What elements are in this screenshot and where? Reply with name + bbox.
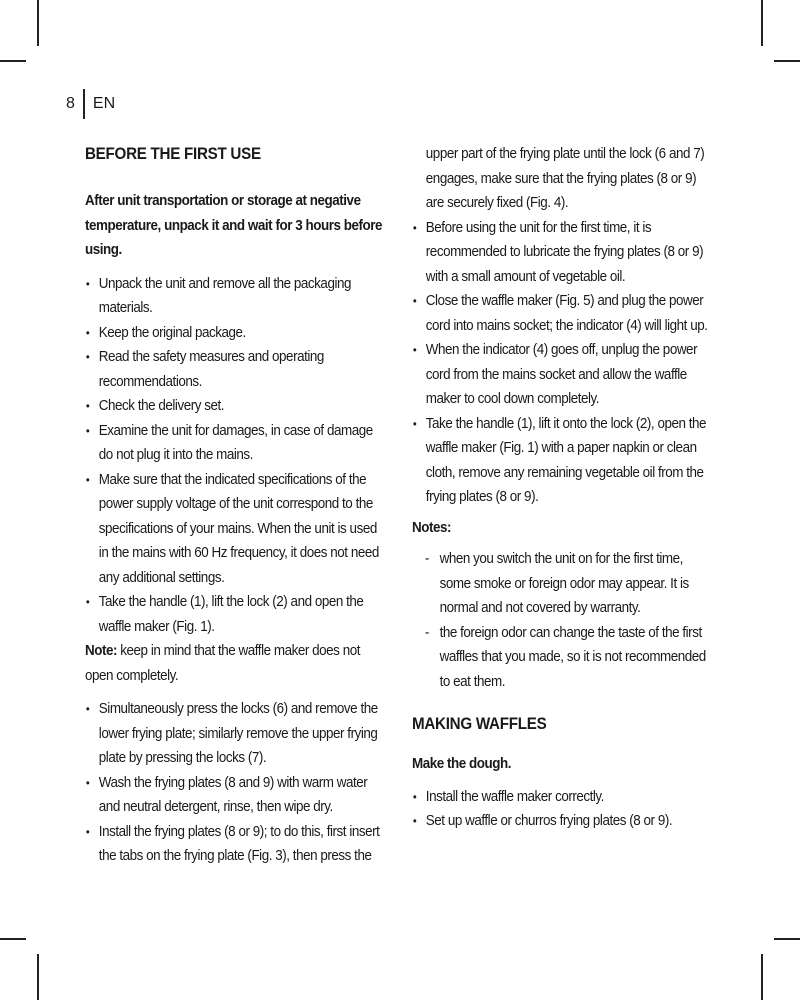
crop-mark-top-left-horizontal bbox=[0, 60, 26, 62]
note-label: Note: bbox=[85, 643, 118, 659]
list-item: • Unpack the unit and remove all the packaging materials. bbox=[85, 272, 389, 321]
list-item: • Simultaneously press the locks (6) and remove the lower frying plate; similarly remove the upper frying plate by pressing the locks (7). bbox=[85, 697, 389, 771]
crop-mark-top-right bbox=[761, 0, 763, 46]
list-item: • Keep the original package. bbox=[85, 321, 389, 346]
crop-mark-bottom-left-horizontal bbox=[0, 938, 26, 940]
list-item: • Wash the frying plates (8 and 9) with warm water and neutral detergent, rinse, then wipe dry. bbox=[85, 771, 389, 820]
list-item: • Read the safety measures and operating recommendations. bbox=[85, 345, 389, 394]
page-number: 8 bbox=[66, 95, 75, 112]
list-item: • Install the frying plates (8 or 9); to do this, first insert the tabs on the frying plate (Fig. 3), then press the bbox=[85, 820, 389, 869]
crop-mark-bottom-right bbox=[761, 954, 763, 1000]
header-divider bbox=[83, 89, 85, 119]
list-item: • Check the delivery set. bbox=[85, 394, 389, 419]
crop-mark-top-right-horizontal bbox=[774, 60, 800, 62]
notes-label: Notes: bbox=[412, 519, 452, 536]
notes-list bbox=[412, 547, 716, 694]
continuation-list bbox=[412, 142, 716, 510]
list-item: • Make sure that the indicated specifications of the power supply voltage of the unit correspond to the specifications of your mains. When the unit is used in the mains with 60 Hz frequency, it does not need any additional settings. bbox=[85, 468, 389, 591]
crop-mark-bottom-left bbox=[37, 954, 39, 1000]
list-item: • Take the handle (1), lift it onto the lock (2), open the waffle maker (Fig. 1) with a paper napkin or clean cloth, remove any remaining vegetable oil from the frying plates (8 or 9). bbox=[412, 412, 716, 510]
note-text: keep in mind that the waffle maker does not open completely. bbox=[85, 643, 360, 684]
cleaning-list bbox=[85, 697, 389, 869]
section-title-making-waffles: MAKING WAFFLES bbox=[412, 715, 547, 733]
transport-warning: After unit transportation or storage at negative temperature, unpack it and wait for 3 hours before using. bbox=[85, 193, 383, 258]
note-paragraph bbox=[85, 639, 389, 688]
list-item: • When the indicator (4) goes off, unplug the power cord from the mains socket and allow the waffle maker to cool down completely. bbox=[412, 338, 716, 412]
list-item: • Install the waffle maker correctly. bbox=[412, 785, 716, 810]
crop-mark-top-left bbox=[37, 0, 39, 46]
list-item: - when you switch the unit on for the first time, some smoke or foreign odor may appear. It is normal and not covered by warranty. bbox=[412, 547, 716, 621]
crop-mark-bottom-right-horizontal bbox=[774, 938, 800, 940]
list-item: • Before using the unit for the first time, it is recommended to lubricate the frying plates (8 or 9) with a small amount of vegetable oil. bbox=[412, 216, 716, 290]
page-header bbox=[66, 90, 115, 118]
language-code: EN bbox=[92, 95, 116, 112]
list-item: - the foreign odor can change the taste of the first waffles that you made, so it is not recommended to eat them. bbox=[412, 621, 716, 695]
list-item: • Examine the unit for damages, in case of damage do not plug it into the mains. bbox=[85, 419, 389, 468]
list-item: • Set up waffle or churros frying plates (8 or 9). bbox=[412, 809, 716, 834]
left-column bbox=[85, 142, 389, 869]
preparation-list bbox=[85, 272, 389, 640]
make-dough-heading: Make the dough. bbox=[412, 756, 512, 772]
list-item-continuation: upper part of the frying plate until the lock (6 and 7) engages, make sure that the frying plates (8 or 9) are securely fixed (Fig. 4). bbox=[425, 146, 705, 211]
list-item: • Close the waffle maker (Fig. 5) and plug the power cord into mains socket; the indicator (4) will light up. bbox=[412, 289, 716, 338]
section-title-before-first-use: BEFORE THE FIRST USE bbox=[85, 145, 261, 163]
list-item: • Take the handle (1), lift the lock (2) and open the waffle maker (Fig. 1). bbox=[85, 590, 389, 639]
right-column bbox=[412, 142, 716, 834]
making-list bbox=[412, 785, 716, 834]
